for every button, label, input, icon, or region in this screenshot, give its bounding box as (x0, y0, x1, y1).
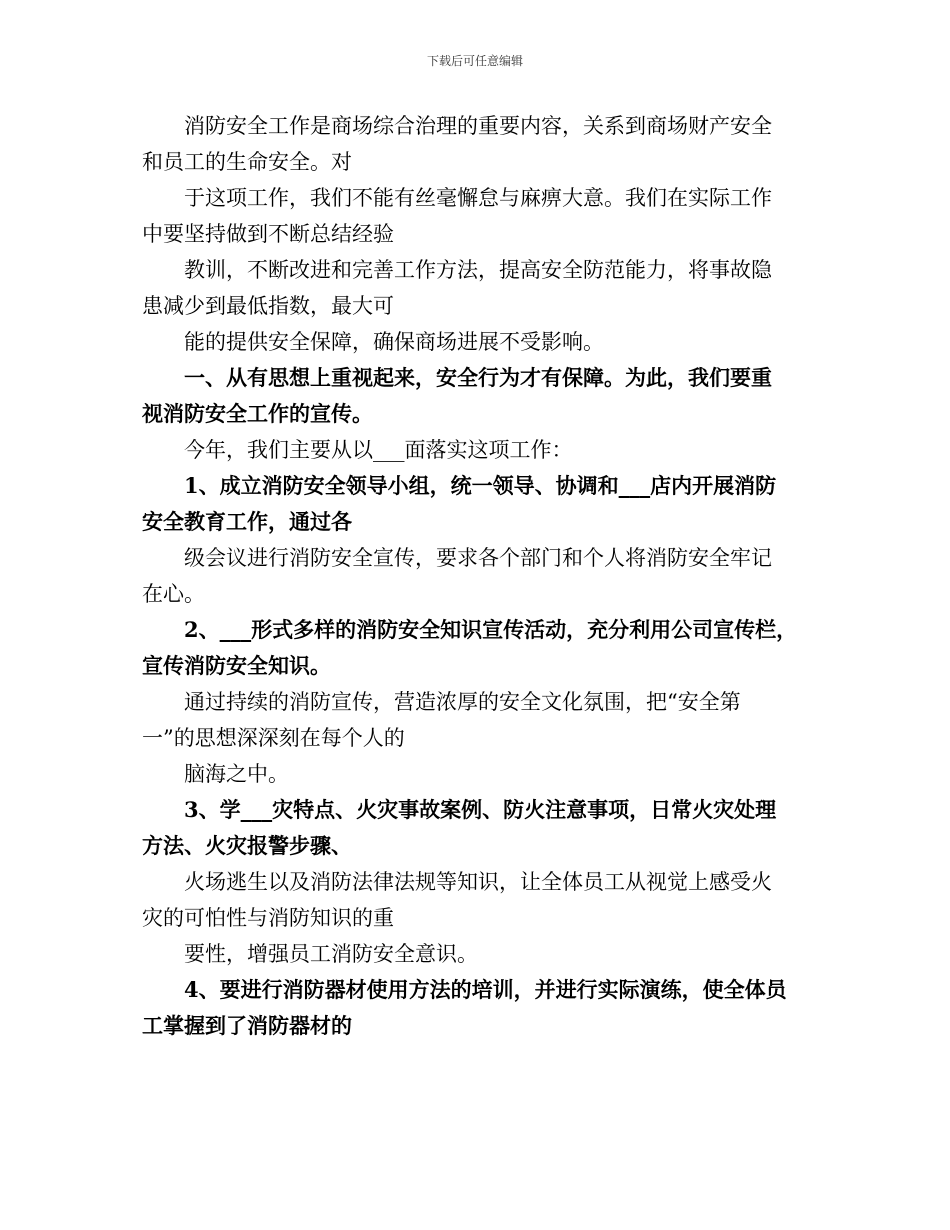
paragraph-line: 3、学___灾特点、火灾事故案例、防火注意事项，日常火灾处理 (184, 797, 777, 822)
paragraph-2 (142, 180, 814, 252)
paragraph-line: 能的提供安全保障，确保商场进展不受影响。 (184, 330, 604, 354)
paragraph-1 (142, 108, 814, 180)
paragraph-line: 1、成立消防安全领导小组，统一领导、协调和___店内开展消防 (184, 473, 777, 498)
paragraph-15 (142, 972, 814, 1044)
paragraph-13 (142, 864, 814, 936)
paragraph-5 (142, 360, 814, 432)
paragraph-line: 灾的可怕性与消防知识的重 (142, 906, 394, 930)
paragraph-line: 教训，不断改进和完善工作方法，提高安全防范能力，将事故隐 (184, 258, 772, 282)
paragraph-line: 于这项工作，我们不能有丝毫懈怠与麻痹大意。我们在实际工作 (184, 186, 772, 210)
paragraph-line: 级会议进行消防安全宣传，要求各个部门和个人将消防安全牢记 (184, 546, 772, 570)
paragraph-12 (142, 792, 814, 864)
paragraph-line: 宣传消防安全知识。 (142, 653, 331, 678)
paragraph-line: 方法、火灾报警步骤、 (142, 833, 352, 858)
paragraph-line: 今年，我们主要从以___面落实这项工作： (184, 438, 573, 462)
paragraph-line: 和员工的生命安全。对 (142, 150, 352, 174)
paragraph-line: 消防安全工作是商场综合治理的重要内容，关系到商场财产安全 (184, 114, 772, 138)
paragraph-6 (142, 432, 814, 468)
paragraph-10 (142, 684, 814, 756)
paragraph-14 (142, 936, 814, 972)
paragraph-line: 4、要进行消防器材使用方法的培训，并进行实际演练，使全体员 (184, 977, 787, 1002)
paragraph-line: 工掌握到了消防器材的 (142, 1013, 352, 1038)
paragraph-line: 视消防安全工作的宣传。 (142, 401, 373, 426)
document-body (142, 108, 814, 1044)
paragraph-line: 患减少到最低指数，最大可 (142, 294, 394, 318)
paragraph-4 (142, 324, 814, 360)
paragraph-line: 一、从有思想上重视起来，安全行为才有保障。为此，我们要重 (184, 365, 772, 390)
paragraph-line: 火场逃生以及消防法律法规等知识，让全体员工从视觉上感受火 (184, 870, 772, 894)
paragraph-9 (142, 612, 814, 684)
paragraph-7 (142, 468, 814, 540)
paragraph-line: 要性，增强员工消防安全意识。 (184, 942, 478, 966)
paragraph-line: 通过持续的消防宣传，营造浓厚的安全文化氛围，把“安全第 (184, 690, 741, 714)
page-header: 下载后可任意编辑 (426, 54, 523, 68)
paragraph-3 (142, 252, 814, 324)
paragraph-line: 安全教育工作，通过各 (142, 509, 352, 534)
paragraph-line: 2、___形式多样的消防安全知识宣传活动，充分利用公司宣传栏， (184, 617, 798, 642)
paragraph-line: 在心。 (142, 582, 205, 606)
paragraph-8 (142, 540, 814, 612)
paragraph-line: 脑海之中。 (184, 762, 289, 786)
paragraph-line: 中要坚持做到不断总结经验 (142, 222, 394, 246)
paragraph-11 (142, 756, 814, 792)
paragraph-line: 一”的思想深深刻在每个人的 (142, 726, 405, 750)
